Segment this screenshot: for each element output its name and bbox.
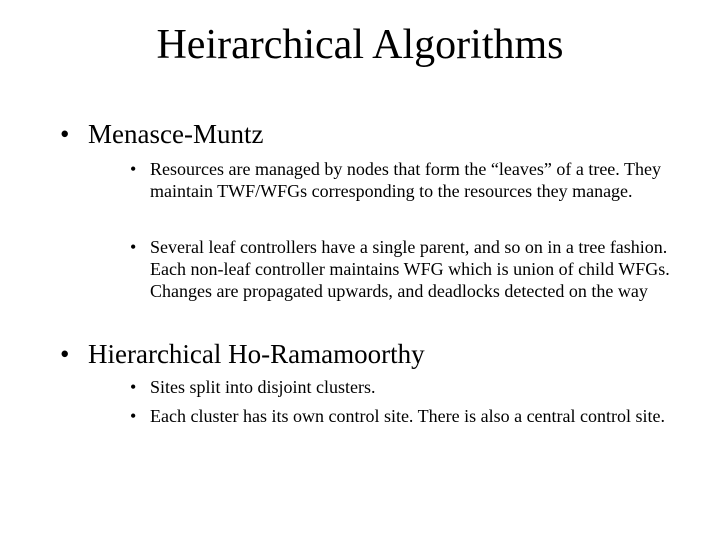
list-item (130, 405, 690, 427)
list-item-text: Each cluster has its own control site. There is also a central control site. (150, 406, 666, 426)
list-item-text: Sites split into disjoint clusters. (150, 377, 376, 397)
bullet-icon: • (130, 237, 137, 257)
list-item-text: Resources are managed by nodes that form the “leaves” of a tree. They maintain TWF/WFGs corresponding to the resources they manage. (150, 159, 661, 201)
bullet-icon: • (130, 377, 137, 397)
slide-title: Heirarchical Algorithms (156, 22, 564, 68)
bullet-icon: • (130, 159, 137, 179)
bullet-icon: • (60, 339, 70, 369)
bullet-icon: • (60, 119, 70, 149)
section-heading-menasce-muntz (60, 118, 263, 150)
section-heading-text: Menasce-Muntz (88, 119, 264, 149)
list-item (130, 158, 690, 202)
bullet-icon: • (130, 406, 137, 426)
section-heading-text: Hierarchical Ho-Ramamoorthy (88, 339, 425, 369)
list-item-text: Several leaf controllers have a single parent, and so on in a tree fashion. Each non-leaf controller maintains WFG which is union of child WFGs. Changes are propagated upwards, and deadlocks detected on the way (150, 237, 670, 301)
list-item (130, 376, 690, 398)
section-heading-hierarchical-ho-ramamoorthy (60, 338, 425, 370)
list-item (130, 236, 690, 302)
